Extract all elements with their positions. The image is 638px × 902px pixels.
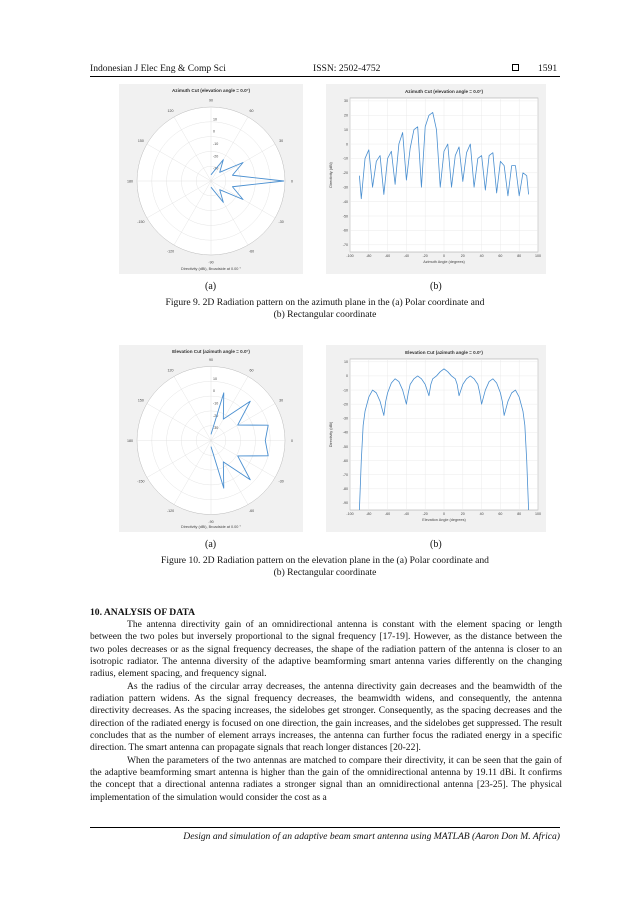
figure9-label-a: (a) xyxy=(205,281,217,292)
x-tick-3: -40 xyxy=(403,254,410,258)
angle-label-10: -60 xyxy=(248,249,255,254)
y-tick-2: -10 xyxy=(342,388,348,393)
y-tick-10: -70 xyxy=(342,243,348,248)
x-tick-7: 40 xyxy=(479,512,484,516)
y-tick-1: 20 xyxy=(344,113,348,118)
paragraph-2: As the radius of the circular array decreases, the antenna directivity gain decreases and the beamwidth of the radiation pattern widens. As the signal frequency decreases, the beamwidth widens, and consequently, the antenna directivity decreases. As the spacing increases, the sidelobes get stronger. Consequently, as the spacing decreases and the direction of the radiated energy is focused on one direction, the gain increases, and the sidelobes get suppressed. The result concludes that as the number of element arrays increases, the antenna can further focus the radiated energy in a specific direction. The smart antenna can propagate signals that reach longer distances [20-22]. xyxy=(90,680,562,754)
polar-footer: Directivity (dBi), Broadside at 0.00 ° xyxy=(181,267,241,271)
angle-label-5: 150 xyxy=(137,138,144,143)
section-body xyxy=(90,619,562,804)
paragraph-1: The antenna directivity gain of an omnidirectional antenna is constant with the element spacing or length between the two poles but inversely proportional to the signal frequency [17-19]. However, as the distance between the two poles decreases or as the signal frequency decreases, the shape of the radiation pattern of the antenna is closer to an isotropic radiator. The antenna diversity of the adaptive beamforming smart antenna varies differently on the changing radius, element spacing, and frequency signal. xyxy=(90,619,562,680)
angle-label-7: -150 xyxy=(137,219,145,224)
angle-label-2: 60 xyxy=(249,368,254,373)
figure10a-polar xyxy=(119,345,303,532)
angle-label-11: -30 xyxy=(278,479,284,484)
angle-label-10: -60 xyxy=(248,508,255,513)
angle-label-3: 90 xyxy=(209,357,213,362)
y-tick-8: -70 xyxy=(342,473,348,478)
angle-label-2: 60 xyxy=(249,109,254,114)
section-title: 10. ANALYSIS OF DATA xyxy=(90,607,196,618)
x-tick-4: -20 xyxy=(422,254,428,258)
angle-label-0: 0 xyxy=(291,179,293,184)
issn: ISSN: 2502-4752 xyxy=(313,63,381,74)
chart-title: Elevation Cut (azimuth angle = 0.0°) xyxy=(172,349,250,354)
figure10b-rect xyxy=(326,345,546,532)
y-tick-5: -40 xyxy=(342,430,348,435)
y-tick-9: -80 xyxy=(342,487,348,492)
radial-label-4: -30 xyxy=(213,166,219,171)
angle-label-11: -30 xyxy=(278,219,284,224)
x-tick-10: 100 xyxy=(535,512,541,516)
radial-label-1: 0 xyxy=(213,129,215,134)
angle-label-1: 30 xyxy=(279,138,284,143)
angle-label-8: -120 xyxy=(166,508,175,513)
angle-label-1: 30 xyxy=(279,398,284,403)
angle-label-5: 150 xyxy=(137,398,144,403)
radial-label-1: 0 xyxy=(213,389,215,394)
figure10-caption xyxy=(90,555,560,579)
y-tick-7: -40 xyxy=(342,199,348,204)
chart-title: Azimuth Cut (elevation angle = 0.0°) xyxy=(404,89,484,94)
figure9a-polar xyxy=(119,84,303,274)
y-tick-6: -50 xyxy=(342,444,348,449)
x-tick-6: 20 xyxy=(460,512,465,516)
x-tick-8: 60 xyxy=(498,254,503,258)
angle-label-7: -150 xyxy=(137,479,145,484)
x-tick-3: -40 xyxy=(403,512,410,516)
x-tick-4: -20 xyxy=(422,512,428,516)
journal-name: Indonesian J Elec Eng & Comp Sci xyxy=(90,63,226,74)
x-tick-9: 80 xyxy=(517,512,522,516)
y-tick-5: -20 xyxy=(342,171,348,176)
radial-label-4: -30 xyxy=(213,426,219,431)
y-axis-label: Directivity (dBi) xyxy=(329,162,333,188)
x-tick-2: -60 xyxy=(384,512,391,516)
x-tick-1: -80 xyxy=(366,512,372,516)
chart-title: Elevation Cut (azimuth angle = 0.0°) xyxy=(405,350,483,355)
y-tick-3: 0 xyxy=(346,142,348,147)
y-tick-6: -30 xyxy=(342,185,348,190)
y-tick-4: -30 xyxy=(342,416,348,421)
angle-label-4: 120 xyxy=(167,109,174,114)
x-tick-0: -100 xyxy=(346,254,354,258)
x-axis-label: Elevation Angle (degrees) xyxy=(422,518,466,522)
x-tick-9: 80 xyxy=(517,254,522,258)
y-axis-label: Directivity (dBi) xyxy=(329,421,333,448)
angle-label-6: 180 xyxy=(127,438,133,443)
figure10-caption-line2: (b) Rectangular coordinate xyxy=(273,567,377,578)
x-axis-label: Azimuth Angle (degrees) xyxy=(423,260,465,264)
angle-label-3: 90 xyxy=(209,98,213,103)
angle-label-4: 120 xyxy=(167,368,174,373)
y-tick-0: 10 xyxy=(344,360,348,365)
y-tick-8: -50 xyxy=(342,214,348,219)
y-tick-3: -20 xyxy=(342,402,348,407)
y-tick-4: -10 xyxy=(342,156,348,161)
figure9-caption-line2: (b) Rectangular coordinate xyxy=(273,309,377,320)
x-tick-5: 0 xyxy=(443,512,445,516)
x-tick-7: 40 xyxy=(479,254,484,258)
radial-label-3: -20 xyxy=(213,154,219,159)
footer-rule xyxy=(90,827,560,828)
figure9b-rect xyxy=(326,84,546,274)
chart-title: Azimuth Cut (elevation angle = 0.0°) xyxy=(171,88,251,93)
x-tick-1: -80 xyxy=(366,254,372,258)
angle-label-0: 0 xyxy=(291,438,293,443)
y-tick-0: 30 xyxy=(344,99,348,104)
x-tick-6: 20 xyxy=(460,254,465,258)
x-tick-2: -60 xyxy=(384,254,391,258)
angle-label-9: -90 xyxy=(208,519,214,524)
radial-label-0: 10 xyxy=(213,376,217,381)
y-tick-7: -60 xyxy=(342,458,348,463)
x-tick-0: -100 xyxy=(346,512,354,516)
angle-label-8: -120 xyxy=(166,249,175,254)
radial-label-3: -20 xyxy=(213,413,219,418)
checkbox-square-icon xyxy=(512,64,519,71)
figure9-caption xyxy=(90,297,560,321)
header-rule xyxy=(90,76,560,77)
y-tick-2: 10 xyxy=(344,127,348,132)
radial-label-2: -10 xyxy=(213,401,219,406)
y-tick-10: -90 xyxy=(342,501,348,506)
figure10-label-b: (b) xyxy=(430,539,442,550)
x-tick-8: 60 xyxy=(498,512,503,516)
radial-label-0: 10 xyxy=(213,117,217,122)
figure10-caption-line1: Figure 10. 2D Radiation pattern on the elevation plane in the (a) Polar coordinate and xyxy=(161,555,489,566)
running-footer: Design and simulation of an adaptive beam smart antenna using MATLAB (Aaron Don M. Africa) xyxy=(183,831,560,842)
angle-label-9: -90 xyxy=(208,260,214,265)
paragraph-3: When the parameters of the two antennas are matched to compare their directivity, it can be seen that the gain of the adaptive beamforming smart antenna is higher than the gain of the omnidirectional antenna by 19.11 dBi. It confirms the concept that a directional antenna radiates a stronger signal than an omnidirectional antenna [23-25]. The physical implementation of the simulation would consider the cost as a xyxy=(90,754,562,803)
y-tick-9: -60 xyxy=(342,228,348,233)
figure9-caption-line1: Figure 9. 2D Radiation pattern on the azimuth plane in the (a) Polar coordinate and xyxy=(165,297,485,308)
page-number: 1591 xyxy=(538,63,558,74)
polar-footer: Directivity (dBi), Broadside at 0.00 ° xyxy=(181,525,241,529)
angle-label-6: 180 xyxy=(127,179,133,184)
radial-label-2: -10 xyxy=(213,142,219,146)
figure10-label-a: (a) xyxy=(205,539,217,550)
y-tick-1: 0 xyxy=(346,374,348,379)
x-tick-10: 100 xyxy=(535,254,541,258)
x-tick-5: 0 xyxy=(443,254,445,258)
figure9-label-b: (b) xyxy=(430,281,442,292)
